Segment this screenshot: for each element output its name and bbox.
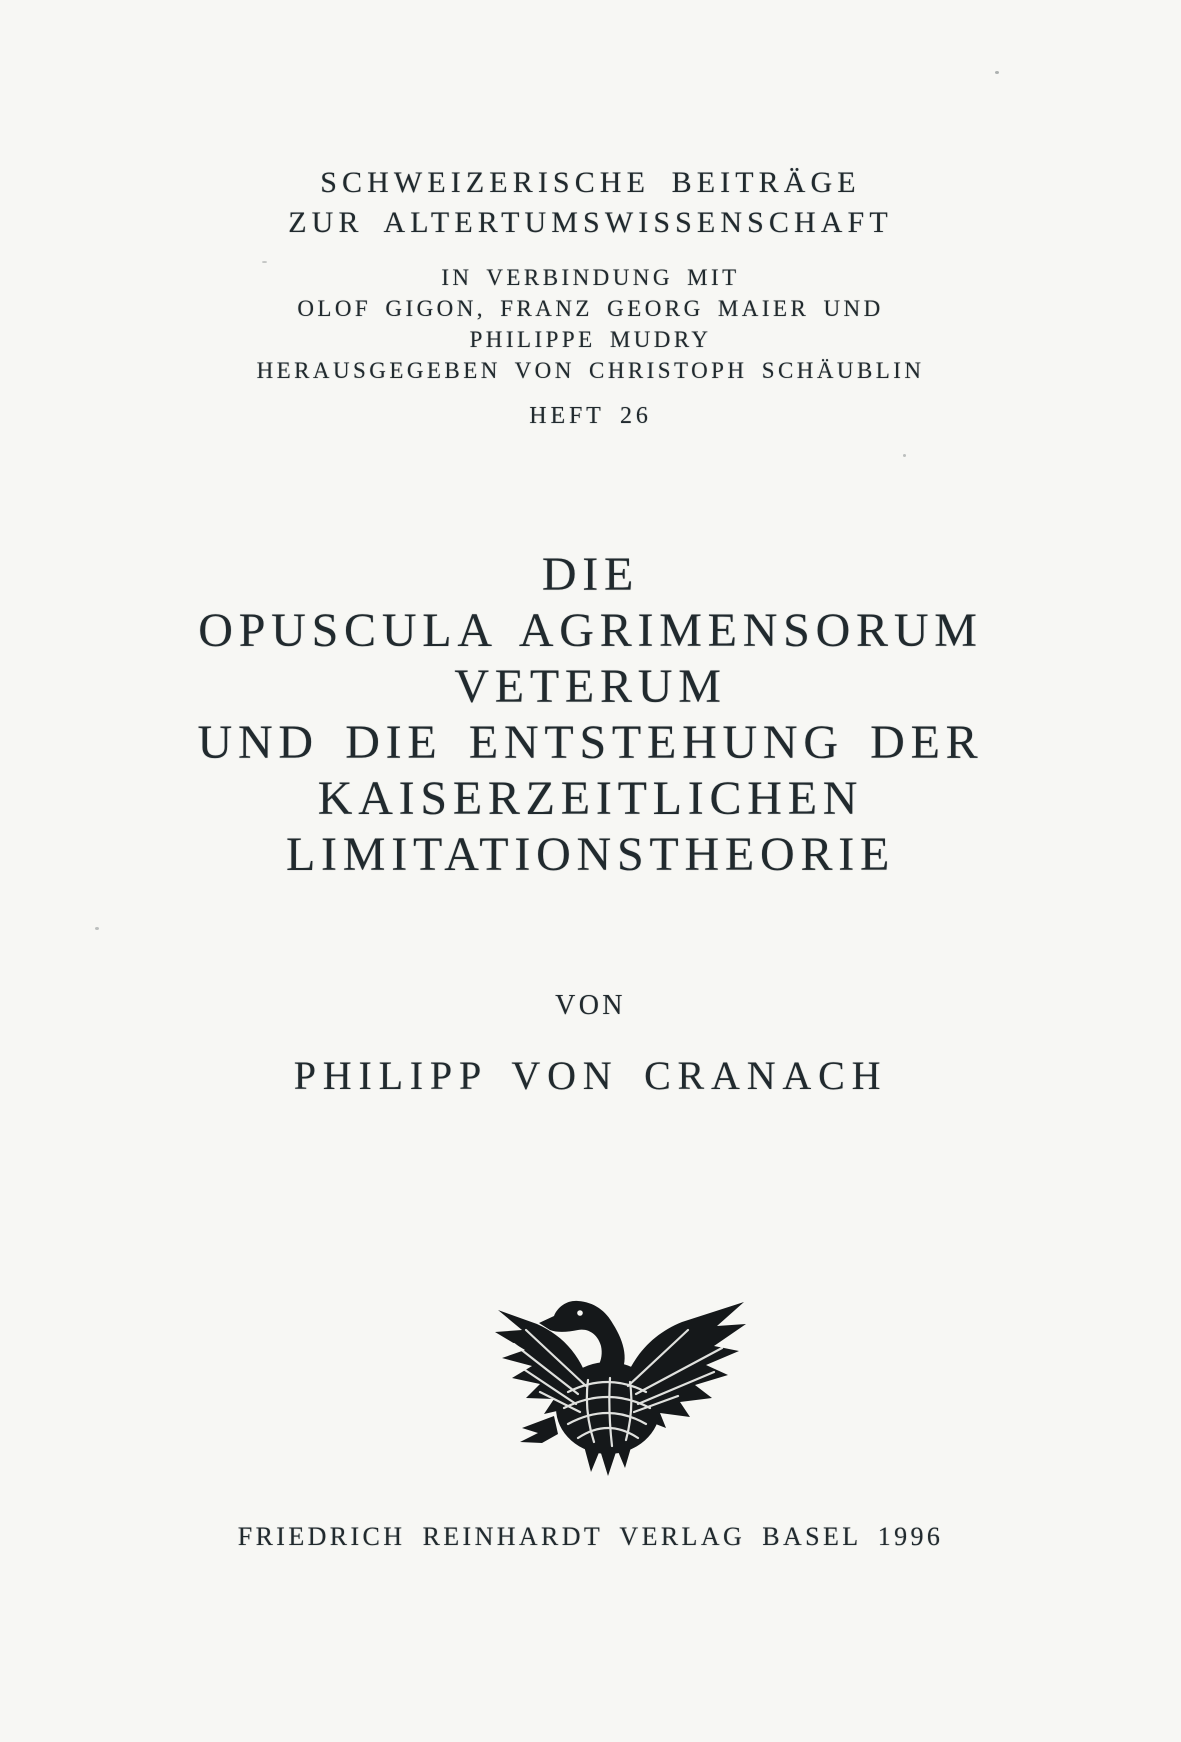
editors-line-3: PHILIPPE MUDRY [469,327,712,352]
scan-speck [995,71,999,74]
scan-speck [262,261,267,263]
main-title-line-1: DIE [541,548,640,601]
main-title-line-6: LIMITATIONSTHEORIE [285,828,896,881]
scan-speck [95,927,99,930]
publisher-imprint: FRIEDRICH REINHARDT VERLAG BASEL 1996 [237,1522,944,1551]
author-byline: VON [555,990,626,1021]
editors-line-4: HERAUSGEGEBEN VON CHRISTOPH SCHÄUBLIN [256,358,925,383]
swan-eye [577,1310,583,1316]
main-title-line-3: VETERUM [454,660,727,713]
series-title-line-1: SCHWEIZERISCHE BEITRÄGE [320,166,861,199]
publisher-swan-logo [492,1296,752,1478]
issue-number: HEFT 26 [529,403,652,429]
main-title-line-5: KAISERZEITLICHEN [317,772,864,825]
editors-line-1: IN VERBINDUNG MIT [441,265,740,290]
swan-icon [492,1296,752,1478]
series-title-line-2: ZUR ALTERTUMSWISSENSCHAFT [288,206,893,239]
author-name: PHILIPP VON CRANACH [293,1053,888,1098]
editors-line-2: OLOF GIGON, FRANZ GEORG MAIER UND [297,296,884,321]
main-title-line-4: UND DIE ENTSTEHUNG DER [197,716,984,769]
scan-speck [903,454,906,457]
main-title-line-2: OPUSCULA AGRIMENSORUM [198,604,983,657]
